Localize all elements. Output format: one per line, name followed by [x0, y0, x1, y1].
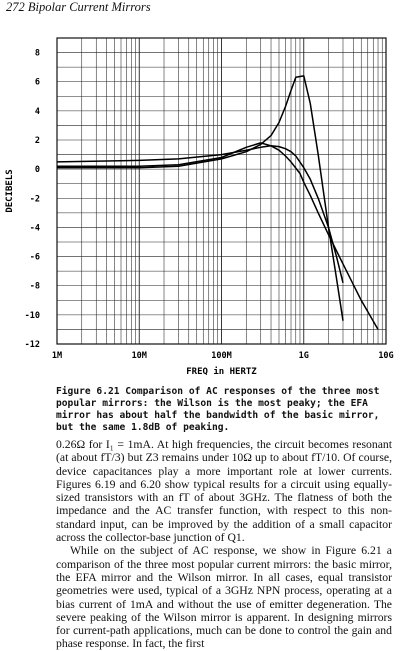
y-tick-label: 0 [34, 165, 40, 176]
y-tick-labels [25, 49, 40, 350]
x-tick-label: 10G [378, 351, 394, 361]
y-tick-label: 4 [34, 106, 40, 117]
y-tick-label: 8 [34, 48, 40, 59]
x-axis-label: FREQ in HERTZ [186, 367, 257, 377]
chart-grid [57, 38, 386, 344]
y-tick-label: -6 [29, 252, 40, 263]
page-header: 272 Bipolar Current Mirrors [6, 0, 151, 14]
figure-caption: Figure 6.21 Comparison of AC responses of the three most popular mirrors: the Wilson is the most peaky; the EFA mirror has about half the bandwidth of the basic mirror, but the same 1.8dB of peaking. [56, 386, 380, 433]
y-tick-label: -10 [24, 310, 40, 321]
x-tick-label: 10M [131, 351, 147, 361]
y-tick-label: 2 [34, 136, 40, 146]
ac-response-chart [0, 16, 420, 388]
x-tick-label: 100M [211, 351, 232, 361]
y-tick-label: 6 [34, 77, 40, 88]
body-text [56, 438, 392, 651]
y-tick-label: -2 [29, 194, 40, 205]
y-tick-label: -12 [24, 340, 40, 350]
y-axis-label: DECIBELS [5, 169, 15, 213]
x-tick-labels [52, 351, 394, 361]
y-tick-label: -4 [29, 223, 40, 234]
y-tick-label: -8 [29, 281, 40, 292]
x-tick-label: 1M [51, 351, 63, 361]
paragraph-1: 0.26Ω for I₁ = 1mA. At high frequencies, the circuit becomes resonant (at about fT/3) but Z3 remains under 10Ω up to about fT/10. Of course, device capacitances play a more important role at lower currents. Figures 6.19 and 6.20 show typical results for a circuit using equally-sized transistors with an fT of about 3GHz. The flatness of both the impedance and the AC transfer function, with respect to this non-standard input, can be improved by the addition of a small capacitor across the collector-base junction of Q1. [56, 438, 392, 545]
paragraph-2: While on the subject of AC response, we show in Figure 6.21 a comparison of the three most popular current mirrors: the basic mirror, the EFA mirror and the Wilson mirror. In all cases, equal transistor geometries were used, typical of a 3GHz NPN process, operating at a bias current of 1mA and without the use of emitter degeneration. The severe peaking of the Wilson mirror is apparent. In designing mirrors for current-path applications, much can be done to control the gain and phase response. In fact, the first [56, 544, 392, 651]
x-tick-label: 1G [298, 351, 309, 361]
